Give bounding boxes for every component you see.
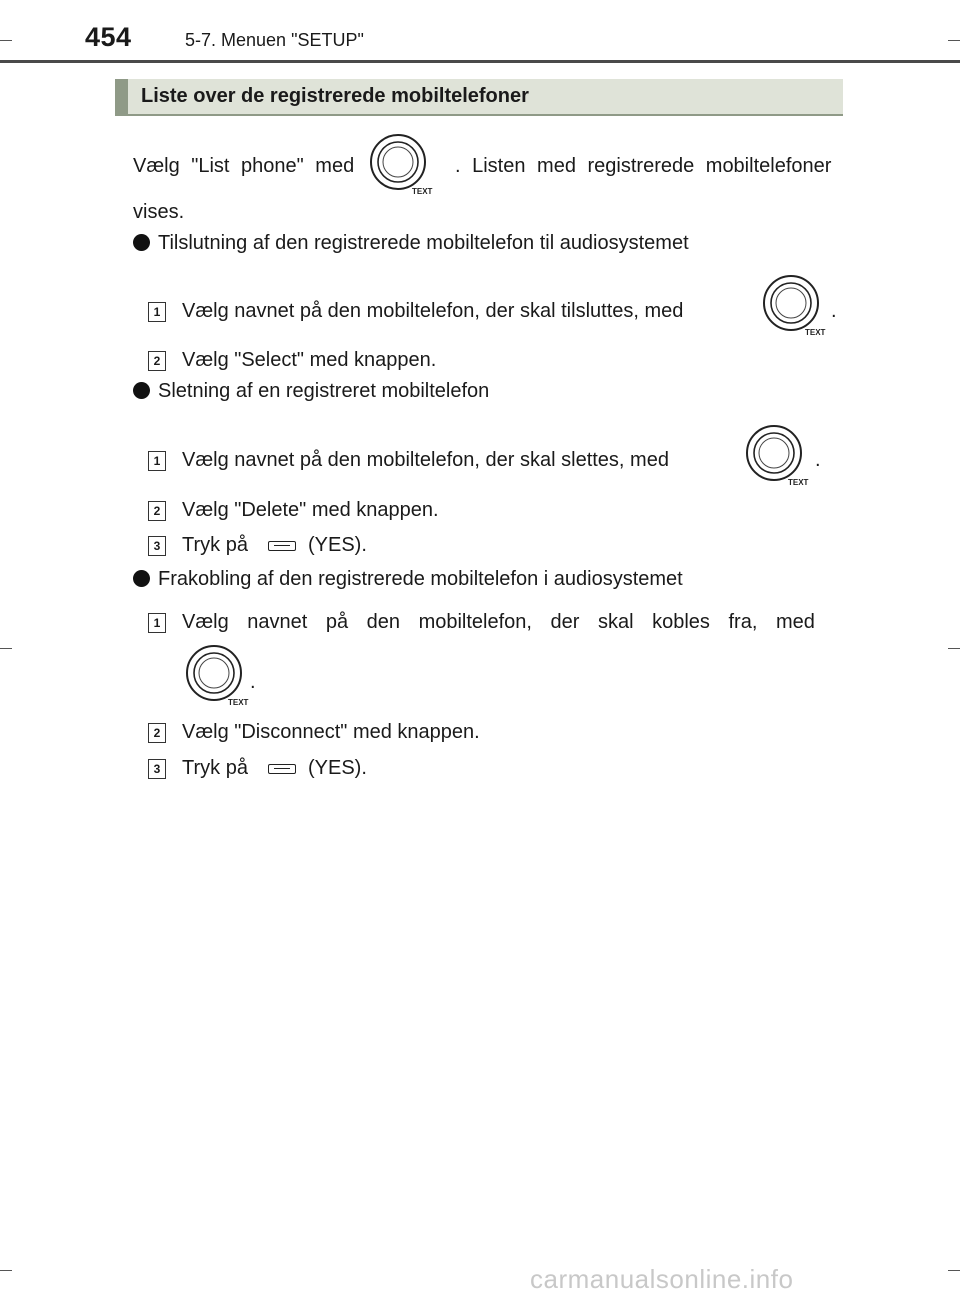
step-number: 2	[148, 723, 166, 743]
section-rule	[115, 114, 843, 116]
block-heading: Sletning af en registreret mobiltelefon	[158, 380, 490, 402]
watermark: carmanualsonline.info	[530, 1264, 794, 1294]
page-header	[0, 0, 960, 62]
step-text-after: (YES).	[308, 534, 367, 556]
tune-knob-icon	[746, 425, 810, 489]
step-text: Vælg navnet på den mobiltelefon, der skal kobles fra, med	[182, 611, 815, 633]
chapter-title: 5-7. Menuen "SETUP"	[185, 30, 364, 50]
knob-label: TEXT	[412, 187, 433, 196]
bullet-icon	[133, 234, 150, 251]
step-number: 2	[148, 351, 166, 371]
step-text: Vælg "Disconnect" med knappen.	[182, 721, 480, 743]
bullet-icon	[133, 382, 150, 399]
step-text-after: (YES).	[308, 757, 367, 779]
step-text: Vælg navnet på den mobiltelefon, der skal slettes, med	[182, 449, 669, 471]
section-title: Liste over de registrerede mobiltelefoner	[141, 85, 529, 107]
crop-mark	[0, 648, 12, 649]
step-number: 1	[148, 302, 166, 322]
step-punctuation: .	[250, 671, 256, 693]
step-text: Vælg "Delete" med knappen.	[182, 499, 439, 521]
knob-label: TEXT	[788, 478, 809, 487]
crop-mark	[0, 1270, 12, 1271]
block-heading: Frakobling af den registrerede mobiltelefon i audiosystemet	[158, 568, 683, 590]
yes-button-icon	[268, 764, 296, 774]
crop-mark	[948, 1270, 960, 1271]
crop-mark	[948, 648, 960, 649]
intro-text-start: Vælg "List phone" med	[133, 155, 355, 177]
step-number: 3	[148, 759, 166, 779]
step-number: 1	[148, 613, 166, 633]
step-punctuation: .	[831, 300, 837, 322]
page-number: 454	[85, 22, 132, 52]
block-heading: Tilslutning af den registrerede mobiltelefon til audiosystemet	[158, 232, 689, 254]
step-text: Tryk på	[182, 534, 248, 556]
step-number: 2	[148, 501, 166, 521]
intro-text-tail: vises.	[133, 201, 185, 223]
step-text: Vælg navnet på den mobiltelefon, der skal tilsluttes, med	[182, 300, 684, 322]
step-text: Vælg "Select" med knappen.	[182, 349, 437, 371]
tune-knob-icon	[370, 134, 434, 198]
step-punctuation: .	[815, 449, 821, 471]
step-number: 3	[148, 536, 166, 556]
yes-button-icon	[268, 541, 296, 551]
tune-knob-icon	[763, 275, 827, 339]
tune-knob-icon	[186, 645, 250, 709]
intro-text-end: . Listen med registrerede mobiltelefoner	[455, 155, 832, 177]
section-heading	[115, 79, 843, 114]
knob-label: TEXT	[805, 328, 826, 337]
knob-label: TEXT	[228, 698, 249, 707]
step-text: Tryk på	[182, 757, 248, 779]
step-number: 1	[148, 451, 166, 471]
bullet-icon	[133, 570, 150, 587]
header-rule	[0, 60, 960, 63]
